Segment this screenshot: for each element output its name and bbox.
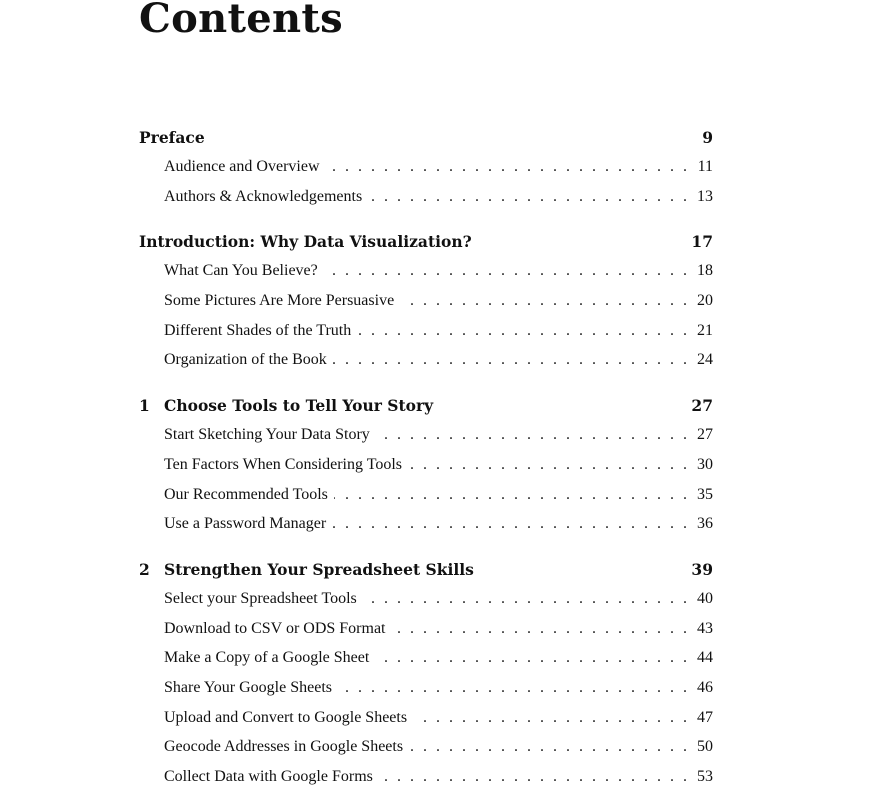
chapter-number: 1 — [139, 396, 150, 416]
toc-part-heading[interactable] — [139, 392, 713, 420]
entry-page-number: 13 — [697, 187, 713, 205]
entry-page-number: 30 — [697, 455, 713, 473]
toc-entry[interactable] — [139, 703, 713, 733]
chapter-page-number: 17 — [691, 232, 713, 252]
dot-leader — [413, 703, 687, 733]
entry-page-number: 47 — [697, 708, 713, 726]
toc-section — [139, 392, 713, 539]
toc-entry[interactable] — [139, 584, 713, 614]
entry-title: Ten Factors When Considering Tools — [164, 455, 403, 473]
toc-part-heading[interactable] — [139, 556, 713, 584]
entry-title: Different Shades of the Truth — [164, 321, 352, 339]
dot-leader — [363, 584, 687, 614]
chapter-number: 2 — [139, 559, 150, 579]
dot-leader — [338, 673, 687, 703]
page-title: Contents — [139, 0, 344, 42]
toc-entry[interactable] — [139, 732, 713, 762]
entry-page-number: 11 — [697, 158, 713, 175]
entry-page-number: 36 — [697, 515, 713, 533]
entry-title: Authors & Acknowledgements — [164, 187, 363, 205]
chapter-title: Preface — [139, 128, 205, 147]
dot-leader — [409, 732, 687, 762]
entry-title: Use a Password Manager — [164, 515, 327, 533]
toc-entry[interactable] — [139, 316, 713, 346]
entry-title: Audience and Overview — [164, 158, 320, 175]
toc-entry[interactable] — [139, 614, 713, 644]
chapter-page-number: 9 — [702, 128, 713, 147]
entry-title: Download to CSV or ODS Format — [164, 619, 386, 637]
toc-section — [139, 556, 713, 792]
dot-leader — [400, 286, 687, 316]
dot-leader — [368, 182, 687, 212]
entry-page-number: 44 — [697, 649, 713, 667]
dot-leader — [333, 345, 687, 375]
chapter-title: Choose Tools to Tell Your Story — [164, 396, 434, 416]
chapter-title: Introduction: Why Data Visualization? — [139, 232, 472, 252]
dot-leader — [376, 420, 687, 450]
entry-page-number: 53 — [697, 768, 713, 785]
toc-entry[interactable] — [139, 480, 713, 510]
toc-part-heading[interactable] — [139, 228, 713, 256]
entry-title: Upload and Convert to Google Sheets — [164, 708, 408, 726]
entry-title: Some Pictures Are More Persuasive — [164, 292, 395, 310]
entry-title: Organization of the Book — [164, 351, 327, 369]
toc-entry[interactable] — [139, 182, 713, 212]
entry-title: Make a Copy of a Google Sheet — [164, 649, 370, 667]
chapter-page-number: 27 — [691, 396, 713, 416]
toc-entry[interactable] — [139, 509, 713, 539]
entry-title: Collect Data with Google Forms — [164, 768, 373, 785]
entry-page-number: 27 — [697, 426, 713, 444]
toc-entry[interactable] — [139, 286, 713, 316]
dot-leader — [379, 762, 687, 792]
table-of-contents — [139, 124, 713, 792]
entry-title: What Can You Believe? — [164, 262, 318, 280]
entry-page-number: 50 — [697, 738, 713, 756]
entry-title: Select your Spreadsheet Tools — [164, 589, 357, 607]
entry-title: Start Sketching Your Data Story — [164, 426, 370, 444]
entry-page-number: 21 — [697, 321, 713, 339]
toc-part-heading[interactable] — [139, 124, 713, 152]
entry-title: Geocode Addresses in Google Sheets — [164, 738, 404, 756]
dot-leader — [326, 152, 688, 182]
toc-entry[interactable] — [139, 256, 713, 286]
entry-page-number: 43 — [697, 619, 713, 637]
chapter-title: Strengthen Your Spreadsheet Skills — [164, 559, 474, 579]
toc-entry[interactable] — [139, 345, 713, 375]
toc-section — [139, 228, 713, 375]
toc-entry[interactable] — [139, 152, 713, 182]
dot-leader — [392, 614, 688, 644]
entry-page-number: 46 — [697, 678, 713, 696]
toc-entry[interactable] — [139, 762, 713, 792]
dot-leader — [375, 643, 687, 673]
chapter-page-number: 39 — [691, 559, 713, 579]
toc-entry[interactable] — [139, 643, 713, 673]
toc-section — [139, 124, 713, 211]
entry-title: Share Your Google Sheets — [164, 678, 332, 696]
entry-page-number: 40 — [697, 589, 713, 607]
entry-page-number: 18 — [697, 262, 713, 280]
toc-entry[interactable] — [139, 673, 713, 703]
entry-page-number: 35 — [697, 485, 713, 503]
dot-leader — [408, 450, 687, 480]
dot-leader — [357, 316, 687, 346]
entry-page-number: 20 — [697, 292, 713, 310]
dot-leader — [324, 256, 687, 286]
entry-title: Our Recommended Tools — [164, 485, 328, 503]
toc-entry[interactable] — [139, 420, 713, 450]
dot-leader — [332, 509, 687, 539]
toc-entry[interactable] — [139, 450, 713, 480]
entry-page-number: 24 — [697, 351, 713, 369]
dot-leader — [334, 480, 687, 510]
